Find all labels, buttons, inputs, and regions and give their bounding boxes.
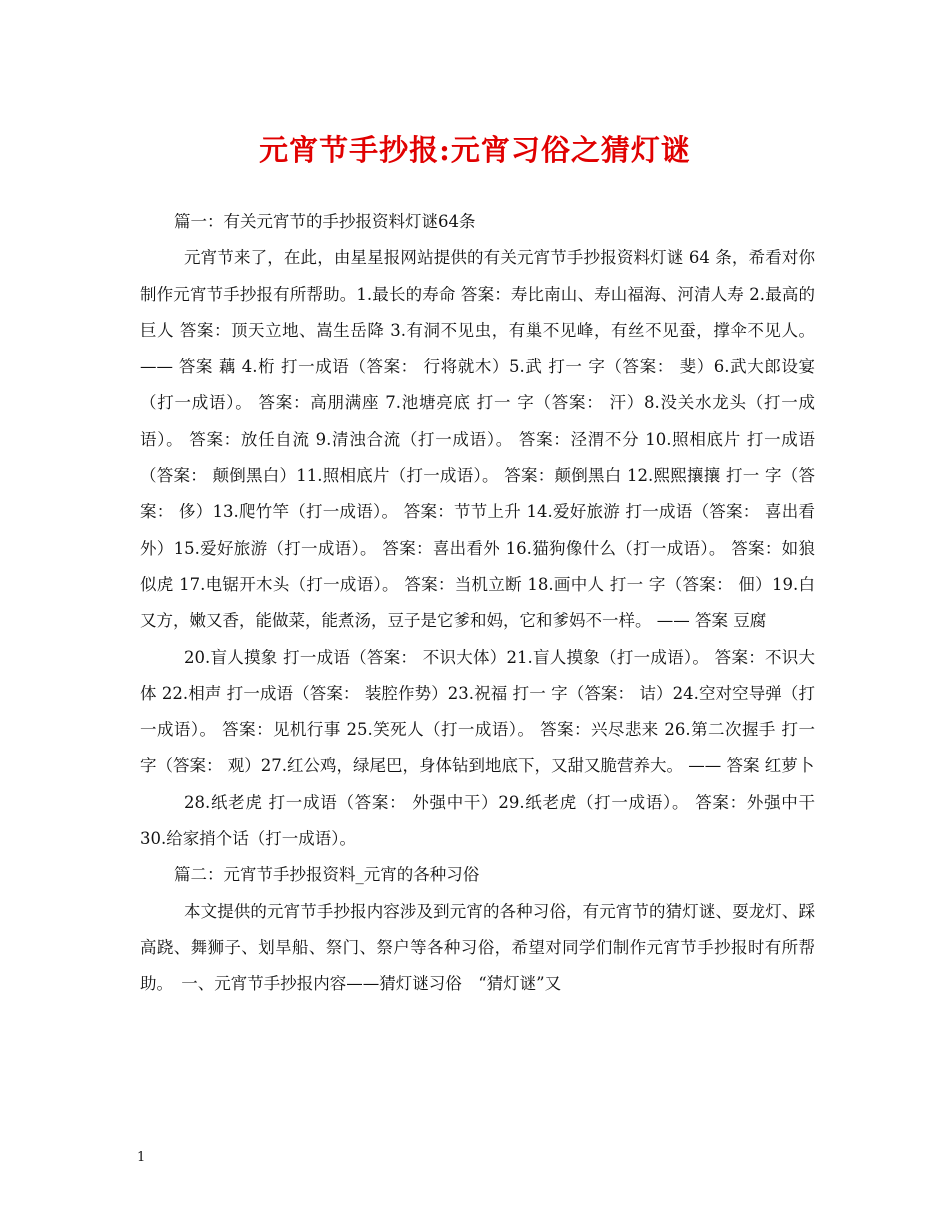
section-heading-2: 篇二：元宵节手抄报资料_元宵的各种习俗 — [174, 865, 480, 885]
paragraph: 20.盲人摸象 打一成语（答案： 不识大体）21.盲人摸象（打一成语）。 答案：不识大体 22.相声 打一成语（答案： 装腔作势）23.祝福 打一 字（答案： 诘）24.空对空导弹（打一成语）。 答案：见机行事 25.笑死人（打一成语）。 答案：兴尽悲来 26.第二次握手 打一 字（答案： 观）27.红公鸡，绿尾巴，身体钻到地底下，又甜又脆营养大。 —— 答案 红萝卜 — [140, 647, 815, 776]
paragraph: 28.纸老虎 打一成语（答案： 外强中干）29.纸老虎（打一成语）。 答案：外强中干 30.给家捎个话（打一成语）。 — [140, 792, 815, 849]
section-heading-1: 篇一：有关元宵节的手抄报资料灯谜64条 — [174, 212, 476, 231]
document-body — [140, 204, 815, 1003]
page-number: 1 — [137, 1150, 146, 1165]
paragraph: 本文提供的元宵节手抄报内容涉及到元宵的各种习俗，有元宵节的猜灯谜、耍龙灯、踩高跷、舞狮子、划旱船、祭门、祭户等各种习俗，希望对同学们制作元宵节手抄报时有所帮助。 一、元宵节手抄报内容——猜灯谜习俗 “猜灯谜”又 — [140, 901, 815, 994]
document-title: 元宵节手抄报:元宵习俗之猜灯谜 — [259, 133, 691, 167]
paragraph: 元宵节来了，在此，由星星报网站提供的有关元宵节手抄报资料灯谜 64 条，希看对你制作元宵节手抄报有所帮助。1.最长的寿命 答案：寿比南山、寿山福海、河清人寿 2.最高的巨人 答案：顶天立地、嵩生岳降 3.有洞不见虫，有巢不见峰，有丝不见蚕，撑伞不见人。 —— 答案 藕 4.桁 打一成语（答案： 行将就木）5.武 打一 字（答案： 斐）6.武大郎设宴（打一成语）。 答案：高朋满座 7.池塘亮底 打一 字（答案： 汗）8.没关水龙头（打一成语）。 答案：放任自流 9.清浊合流（打一成语）。 答案：泾渭不分 10.照相底片 打一成语（答案： 颠倒黑白）11.照相底片（打一成语）。 答案：颠倒黑白 12.熙熙攘攘 打一 字（答案： 侈）13.爬竹竿（打一成语）。 答案：节节上升 14.爱好旅游 打一成语（答案： 喜出看外）15.爱好旅游（打一成语）。 答案：喜出看外 16.猫狗像什么（打一成语）。 答案：如狼似虎 17.电锯开木头（打一成语）。 答案：当机立断 18.画中人 打一 字（答案： 佃）19.白又方，嫩又香，能做菜，能煮汤，豆子是它爹和妈，它和爹妈不一样。 —— 答案 豆腐 — [140, 248, 815, 631]
